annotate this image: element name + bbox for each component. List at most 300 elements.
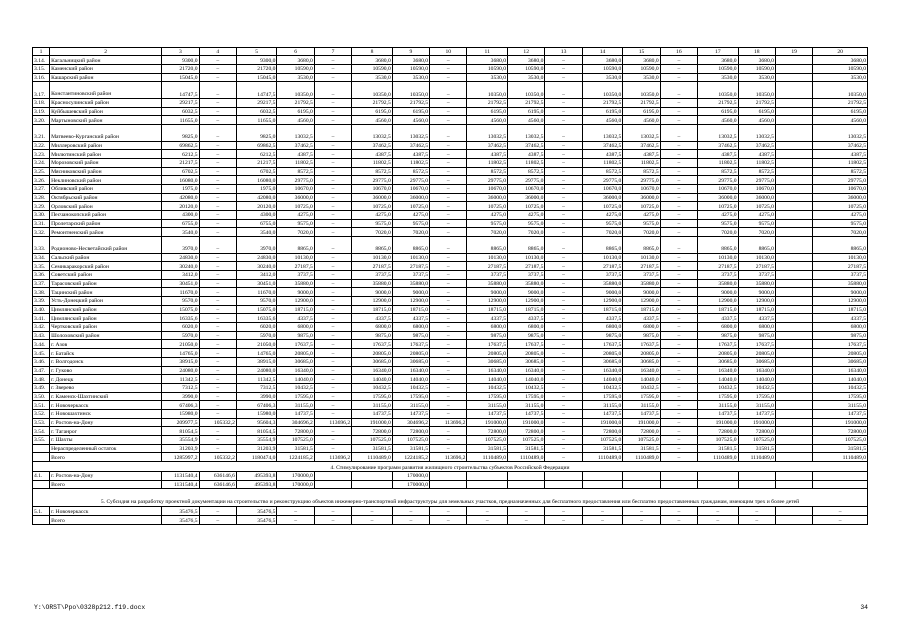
value-cell: 37462,5 bbox=[698, 141, 739, 150]
row-number: 3.23. bbox=[33, 150, 50, 159]
value-cell: – bbox=[545, 392, 582, 401]
value-cell: 10725,0 bbox=[467, 202, 508, 211]
value-cell: 3680,0 bbox=[813, 56, 868, 65]
value-cell bbox=[775, 314, 812, 323]
value-cell: – bbox=[314, 158, 351, 167]
row-name: г. Таганрог bbox=[50, 427, 162, 436]
value-cell: 31581,5 bbox=[467, 444, 508, 453]
value-cell: 8865,0 bbox=[352, 237, 393, 254]
value-cell: 4275,0 bbox=[698, 211, 739, 220]
value-cell: 191000,0 bbox=[623, 418, 660, 427]
value-cell: 8865,0 bbox=[582, 237, 623, 254]
row-name: г. Волгодонск bbox=[50, 357, 162, 366]
value-cell: 29775,0 bbox=[467, 176, 508, 185]
value-cell: 30685,0 bbox=[352, 357, 393, 366]
value-cell: 105332,2 bbox=[199, 453, 236, 462]
value-cell: 4275,0 bbox=[508, 211, 545, 220]
value-cell: – bbox=[314, 331, 351, 340]
value-cell: 29217,5 bbox=[236, 98, 277, 107]
value-cell: 17595,0 bbox=[352, 392, 393, 401]
value-cell: 17595,0 bbox=[813, 392, 868, 401]
value-cell: 31155,0 bbox=[738, 401, 775, 410]
value-cell: 11802,5 bbox=[508, 158, 545, 167]
value-cell: – bbox=[660, 418, 697, 427]
value-cell: – bbox=[545, 279, 582, 288]
table-row bbox=[33, 262, 868, 271]
value-cell: – bbox=[660, 150, 697, 159]
value-cell: – bbox=[430, 116, 467, 125]
value-cell: 10350,0 bbox=[582, 82, 623, 99]
section-heading-row bbox=[33, 489, 868, 507]
value-cell: 31203,9 bbox=[162, 444, 199, 453]
value-cell: – bbox=[545, 184, 582, 193]
table-row bbox=[33, 237, 868, 254]
value-cell: 18715,0 bbox=[467, 305, 508, 314]
row-number: 3.14. bbox=[33, 56, 50, 65]
value-cell: 69862,5 bbox=[162, 141, 199, 150]
value-cell: 10432,5 bbox=[813, 383, 868, 392]
value-cell: 10350,0 bbox=[392, 82, 429, 99]
value-cell: 9575,0 bbox=[277, 219, 314, 228]
value-cell: – bbox=[430, 375, 467, 384]
table-row bbox=[33, 516, 868, 525]
value-cell: 17595,0 bbox=[698, 392, 739, 401]
value-cell: 14040,0 bbox=[582, 375, 623, 384]
value-cell: 3737,5 bbox=[392, 270, 429, 279]
value-cell: 7020,0 bbox=[582, 228, 623, 237]
value-cell bbox=[582, 472, 623, 481]
value-cell: 13032,5 bbox=[698, 125, 739, 142]
value-cell: 11802,5 bbox=[352, 158, 393, 167]
value-cell: – bbox=[314, 375, 351, 384]
value-cell: 67406,3 bbox=[236, 401, 277, 410]
column-number: 14 bbox=[582, 48, 623, 56]
value-cell: 18715,0 bbox=[698, 305, 739, 314]
value-cell: 6702,5 bbox=[236, 167, 277, 176]
value-cell: – bbox=[660, 65, 697, 74]
value-cell: – bbox=[660, 193, 697, 202]
value-cell: 9300,0 bbox=[236, 56, 277, 65]
value-cell: 14737,5 bbox=[392, 409, 429, 418]
table-row bbox=[33, 98, 868, 107]
value-cell: 14747,5 bbox=[236, 82, 277, 99]
value-cell: 35880,0 bbox=[352, 279, 393, 288]
value-cell: – bbox=[199, 375, 236, 384]
value-cell: 14737,5 bbox=[582, 409, 623, 418]
value-cell: – bbox=[660, 401, 697, 410]
value-cell: 8865,0 bbox=[392, 237, 429, 254]
value-cell: 31581,5 bbox=[277, 444, 314, 453]
value-cell: – bbox=[813, 516, 868, 525]
value-cell: 3737,5 bbox=[467, 270, 508, 279]
value-cell: 6800,0 bbox=[738, 323, 775, 332]
value-cell: 8572,5 bbox=[582, 167, 623, 176]
value-cell: 3990,0 bbox=[236, 392, 277, 401]
value-cell: 4337,5 bbox=[467, 314, 508, 323]
row-name: Мартыновский район bbox=[50, 116, 162, 125]
value-cell: 13032,5 bbox=[623, 125, 660, 142]
value-cell: 27187,5 bbox=[352, 262, 393, 271]
value-cell: 37462,5 bbox=[508, 141, 545, 150]
value-cell: – bbox=[314, 436, 351, 445]
value-cell: 29775,0 bbox=[698, 176, 739, 185]
value-cell: – bbox=[430, 401, 467, 410]
column-number: 7 bbox=[314, 48, 351, 56]
value-cell: 20805,0 bbox=[467, 349, 508, 358]
value-cell: 4337,5 bbox=[623, 314, 660, 323]
value-cell: 10130,0 bbox=[508, 253, 545, 262]
value-cell: 37462,5 bbox=[813, 141, 868, 150]
value-cell: 10725,0 bbox=[813, 202, 868, 211]
value-cell: – bbox=[430, 262, 467, 271]
table-row bbox=[33, 116, 868, 125]
value-cell: – bbox=[508, 507, 545, 516]
column-number: 2 bbox=[50, 48, 162, 56]
value-cell: 14737,5 bbox=[352, 409, 393, 418]
value-cell: 21792,5 bbox=[352, 98, 393, 107]
value-cell: 18715,0 bbox=[277, 305, 314, 314]
value-cell: – bbox=[545, 82, 582, 99]
row-number: 3.47. bbox=[33, 366, 50, 375]
value-cell: 7020,0 bbox=[352, 228, 393, 237]
value-cell bbox=[738, 480, 775, 489]
value-cell: 8572,5 bbox=[352, 167, 393, 176]
value-cell: 191000,0 bbox=[582, 418, 623, 427]
value-cell: 9875,0 bbox=[813, 331, 868, 340]
row-name: Сальский район bbox=[50, 253, 162, 262]
value-cell: 10670,0 bbox=[698, 184, 739, 193]
row-number: 3.35. bbox=[33, 262, 50, 271]
value-cell: 4275,0 bbox=[582, 211, 623, 220]
column-number: 20 bbox=[813, 48, 868, 56]
value-cell: – bbox=[314, 383, 351, 392]
value-cell: 20805,0 bbox=[392, 349, 429, 358]
value-cell: 107525,0 bbox=[623, 436, 660, 445]
value-cell: 30685,0 bbox=[277, 357, 314, 366]
value-cell: 7020,0 bbox=[392, 228, 429, 237]
table-row bbox=[33, 323, 868, 332]
value-cell: – bbox=[314, 288, 351, 297]
value-cell: 1110489,0 bbox=[623, 453, 660, 462]
value-cell: – bbox=[430, 228, 467, 237]
row-name: Тацинский район bbox=[50, 288, 162, 297]
value-cell: 4387,5 bbox=[698, 150, 739, 159]
value-cell: 4387,5 bbox=[738, 150, 775, 159]
table-row bbox=[33, 150, 868, 159]
value-cell: 17595,0 bbox=[738, 392, 775, 401]
value-cell: 36000,0 bbox=[508, 193, 545, 202]
value-cell: – bbox=[545, 150, 582, 159]
value-cell: 11670,0 bbox=[236, 288, 277, 297]
value-cell: 1975,0 bbox=[236, 184, 277, 193]
value-cell: – bbox=[545, 219, 582, 228]
value-cell: – bbox=[582, 507, 623, 516]
value-cell: – bbox=[430, 349, 467, 358]
value-cell: 9875,0 bbox=[582, 331, 623, 340]
value-cell: – bbox=[545, 375, 582, 384]
value-cell bbox=[775, 418, 812, 427]
value-cell: 14747,5 bbox=[162, 82, 199, 99]
value-cell: 21792,5 bbox=[582, 98, 623, 107]
value-cell: – bbox=[199, 262, 236, 271]
value-cell: 10432,5 bbox=[277, 383, 314, 392]
table-row bbox=[33, 176, 868, 185]
value-cell: 14737,5 bbox=[813, 409, 868, 418]
value-cell bbox=[467, 480, 508, 489]
value-cell: 1131540,4 bbox=[162, 472, 199, 481]
value-cell bbox=[775, 116, 812, 125]
value-cell: – bbox=[314, 401, 351, 410]
column-number: 8 bbox=[352, 48, 393, 56]
value-cell: 29775,0 bbox=[813, 176, 868, 185]
value-cell: 4387,5 bbox=[352, 150, 393, 159]
value-cell: 12900,0 bbox=[277, 297, 314, 306]
table-row bbox=[33, 107, 868, 116]
value-cell: 10670,0 bbox=[623, 184, 660, 193]
value-cell: – bbox=[660, 125, 697, 142]
value-cell: – bbox=[545, 436, 582, 445]
value-cell: 209977,5 bbox=[162, 418, 199, 427]
value-cell: 1180474,0 bbox=[236, 453, 277, 462]
row-name: Милютинский район bbox=[50, 150, 162, 159]
value-cell: – bbox=[660, 98, 697, 107]
row-name: г. Азов bbox=[50, 340, 162, 349]
value-cell: 4275,0 bbox=[738, 211, 775, 220]
value-cell: 31581,5 bbox=[738, 444, 775, 453]
value-cell: – bbox=[660, 409, 697, 418]
value-cell: 4387,5 bbox=[467, 150, 508, 159]
value-cell: – bbox=[199, 73, 236, 82]
value-cell: 9000,0 bbox=[698, 288, 739, 297]
value-cell: 9000,0 bbox=[392, 288, 429, 297]
row-name: Советский район bbox=[50, 270, 162, 279]
value-cell bbox=[775, 401, 812, 410]
value-cell: 36000,0 bbox=[582, 193, 623, 202]
value-cell: 31581,5 bbox=[508, 444, 545, 453]
value-cell: 31155,0 bbox=[277, 401, 314, 410]
row-name: Ремонтненский район bbox=[50, 228, 162, 237]
value-cell: 9000,0 bbox=[508, 288, 545, 297]
value-cell bbox=[775, 202, 812, 211]
value-cell: 8572,5 bbox=[277, 167, 314, 176]
value-cell bbox=[775, 219, 812, 228]
value-cell: 16340,0 bbox=[738, 366, 775, 375]
value-cell bbox=[775, 141, 812, 150]
value-cell: – bbox=[199, 427, 236, 436]
value-cell: 3680,0 bbox=[508, 56, 545, 65]
value-cell: 9825,0 bbox=[162, 125, 199, 142]
value-cell: – bbox=[199, 202, 236, 211]
value-cell: – bbox=[199, 516, 236, 525]
value-cell: 10432,5 bbox=[392, 383, 429, 392]
value-cell: 31155,0 bbox=[813, 401, 868, 410]
value-cell: 7312,5 bbox=[236, 383, 277, 392]
value-cell: 72800,0 bbox=[352, 427, 393, 436]
value-cell: 31155,0 bbox=[698, 401, 739, 410]
value-cell: – bbox=[660, 331, 697, 340]
value-cell: 191000,0 bbox=[813, 418, 868, 427]
value-cell: 113696,2 bbox=[314, 453, 351, 462]
value-cell: 6020,0 bbox=[162, 323, 199, 332]
value-cell: 18715,0 bbox=[813, 305, 868, 314]
value-cell: 13032,5 bbox=[467, 125, 508, 142]
value-cell: – bbox=[314, 340, 351, 349]
row-name: г. Шахты bbox=[50, 436, 162, 445]
value-cell: 36000,0 bbox=[623, 193, 660, 202]
value-cell: – bbox=[660, 453, 697, 462]
value-cell: – bbox=[660, 253, 697, 262]
table-row bbox=[33, 409, 868, 418]
value-cell: 29217,5 bbox=[162, 98, 199, 107]
value-cell: 105332,2 bbox=[199, 418, 236, 427]
value-cell: – bbox=[199, 158, 236, 167]
value-cell: 10590,0 bbox=[582, 65, 623, 74]
value-cell: 14040,0 bbox=[352, 375, 393, 384]
value-cell: 4275,0 bbox=[467, 211, 508, 220]
row-number bbox=[33, 453, 50, 462]
value-cell: 21720,0 bbox=[236, 65, 277, 74]
value-cell: 4560,0 bbox=[277, 116, 314, 125]
value-cell: 17637,5 bbox=[467, 340, 508, 349]
value-cell: 16340,0 bbox=[277, 366, 314, 375]
table-row bbox=[33, 288, 868, 297]
row-number: 3.41. bbox=[33, 314, 50, 323]
value-cell: – bbox=[430, 366, 467, 375]
value-cell: 17637,5 bbox=[738, 340, 775, 349]
value-cell: 6195,0 bbox=[813, 107, 868, 116]
value-cell: – bbox=[430, 279, 467, 288]
value-cell: 31581,5 bbox=[392, 444, 429, 453]
value-cell: – bbox=[199, 56, 236, 65]
value-cell: – bbox=[660, 436, 697, 445]
value-cell: 13032,5 bbox=[392, 125, 429, 142]
value-cell: 72800,0 bbox=[582, 427, 623, 436]
value-cell: 6195,0 bbox=[582, 107, 623, 116]
value-cell: – bbox=[660, 141, 697, 150]
row-number: 3.48. bbox=[33, 375, 50, 384]
value-cell: 10130,0 bbox=[277, 253, 314, 262]
value-cell: – bbox=[545, 211, 582, 220]
value-cell: – bbox=[430, 253, 467, 262]
value-cell: 21792,5 bbox=[508, 98, 545, 107]
value-cell: 3530,0 bbox=[738, 73, 775, 82]
value-cell bbox=[775, 357, 812, 366]
value-cell: 30685,0 bbox=[813, 357, 868, 366]
value-cell: – bbox=[314, 125, 351, 142]
value-cell: 17637,5 bbox=[623, 340, 660, 349]
value-cell: 3530,0 bbox=[623, 73, 660, 82]
value-cell: 21050,0 bbox=[236, 340, 277, 349]
row-number: 3.36. bbox=[33, 270, 50, 279]
table-row bbox=[33, 427, 868, 436]
value-cell: 14737,5 bbox=[467, 409, 508, 418]
value-cell: 4275,0 bbox=[623, 211, 660, 220]
column-number: 15 bbox=[623, 48, 660, 56]
row-number: 3.26. bbox=[33, 176, 50, 185]
value-cell: 3680,0 bbox=[392, 56, 429, 65]
value-cell: 107525,0 bbox=[392, 436, 429, 445]
row-name: Неклиновский район bbox=[50, 176, 162, 185]
value-cell: – bbox=[660, 107, 697, 116]
value-cell: – bbox=[314, 82, 351, 99]
value-cell: 12900,0 bbox=[698, 297, 739, 306]
value-cell: – bbox=[199, 323, 236, 332]
value-cell: 10670,0 bbox=[277, 184, 314, 193]
row-number: 3.27. bbox=[33, 184, 50, 193]
value-cell: 30685,0 bbox=[698, 357, 739, 366]
value-cell: 4337,5 bbox=[277, 314, 314, 323]
row-name: Кашарский район bbox=[50, 73, 162, 82]
value-cell: 9000,0 bbox=[623, 288, 660, 297]
value-cell: 36000,0 bbox=[277, 193, 314, 202]
value-cell: – bbox=[545, 314, 582, 323]
value-cell: – bbox=[660, 297, 697, 306]
value-cell bbox=[738, 472, 775, 481]
value-cell: 27187,5 bbox=[582, 262, 623, 271]
value-cell: – bbox=[545, 125, 582, 142]
value-cell: 10350,0 bbox=[352, 82, 393, 99]
value-cell: 107525,0 bbox=[277, 436, 314, 445]
table-row bbox=[33, 444, 868, 453]
row-number: 3.18. bbox=[33, 98, 50, 107]
value-cell: 21792,5 bbox=[467, 98, 508, 107]
value-cell: 10725,0 bbox=[508, 202, 545, 211]
value-cell: 4275,0 bbox=[352, 211, 393, 220]
value-cell: 6755,0 bbox=[162, 219, 199, 228]
value-cell: 16340,0 bbox=[813, 366, 868, 375]
value-cell: 9570,0 bbox=[236, 297, 277, 306]
value-cell: 636146,6 bbox=[199, 472, 236, 481]
value-cell: 24830,0 bbox=[236, 253, 277, 262]
value-cell: – bbox=[430, 150, 467, 159]
value-cell: 10130,0 bbox=[813, 253, 868, 262]
value-cell: 9575,0 bbox=[582, 219, 623, 228]
value-cell: – bbox=[430, 56, 467, 65]
value-cell: – bbox=[545, 270, 582, 279]
value-cell: 35880,0 bbox=[698, 279, 739, 288]
value-cell: – bbox=[314, 314, 351, 323]
table-row bbox=[33, 507, 868, 516]
value-cell: 4387,5 bbox=[813, 150, 868, 159]
value-cell: 9875,0 bbox=[277, 331, 314, 340]
value-cell: 35880,0 bbox=[738, 279, 775, 288]
value-cell: – bbox=[545, 305, 582, 314]
value-cell bbox=[352, 480, 393, 489]
row-number: 3.16. bbox=[33, 73, 50, 82]
value-cell: 10350,0 bbox=[277, 82, 314, 99]
value-cell bbox=[775, 392, 812, 401]
value-cell: 7020,0 bbox=[813, 228, 868, 237]
value-cell bbox=[775, 65, 812, 74]
value-cell: 3990,0 bbox=[162, 392, 199, 401]
value-cell bbox=[775, 253, 812, 262]
value-cell: – bbox=[623, 507, 660, 516]
value-cell: 191000,0 bbox=[698, 418, 739, 427]
value-cell: – bbox=[545, 193, 582, 202]
value-cell: 9000,0 bbox=[813, 288, 868, 297]
row-name: Красносулинский район bbox=[50, 98, 162, 107]
budget-table bbox=[32, 47, 868, 525]
value-cell: 4560,0 bbox=[738, 116, 775, 125]
value-cell: 27187,5 bbox=[392, 262, 429, 271]
value-cell: 107525,0 bbox=[352, 436, 393, 445]
value-cell: 6800,0 bbox=[698, 323, 739, 332]
value-cell: 9875,0 bbox=[698, 331, 739, 340]
value-cell: 6702,5 bbox=[162, 167, 199, 176]
table-row bbox=[33, 73, 868, 82]
value-cell: 67406,3 bbox=[162, 401, 199, 410]
row-number: 3.38. bbox=[33, 288, 50, 297]
